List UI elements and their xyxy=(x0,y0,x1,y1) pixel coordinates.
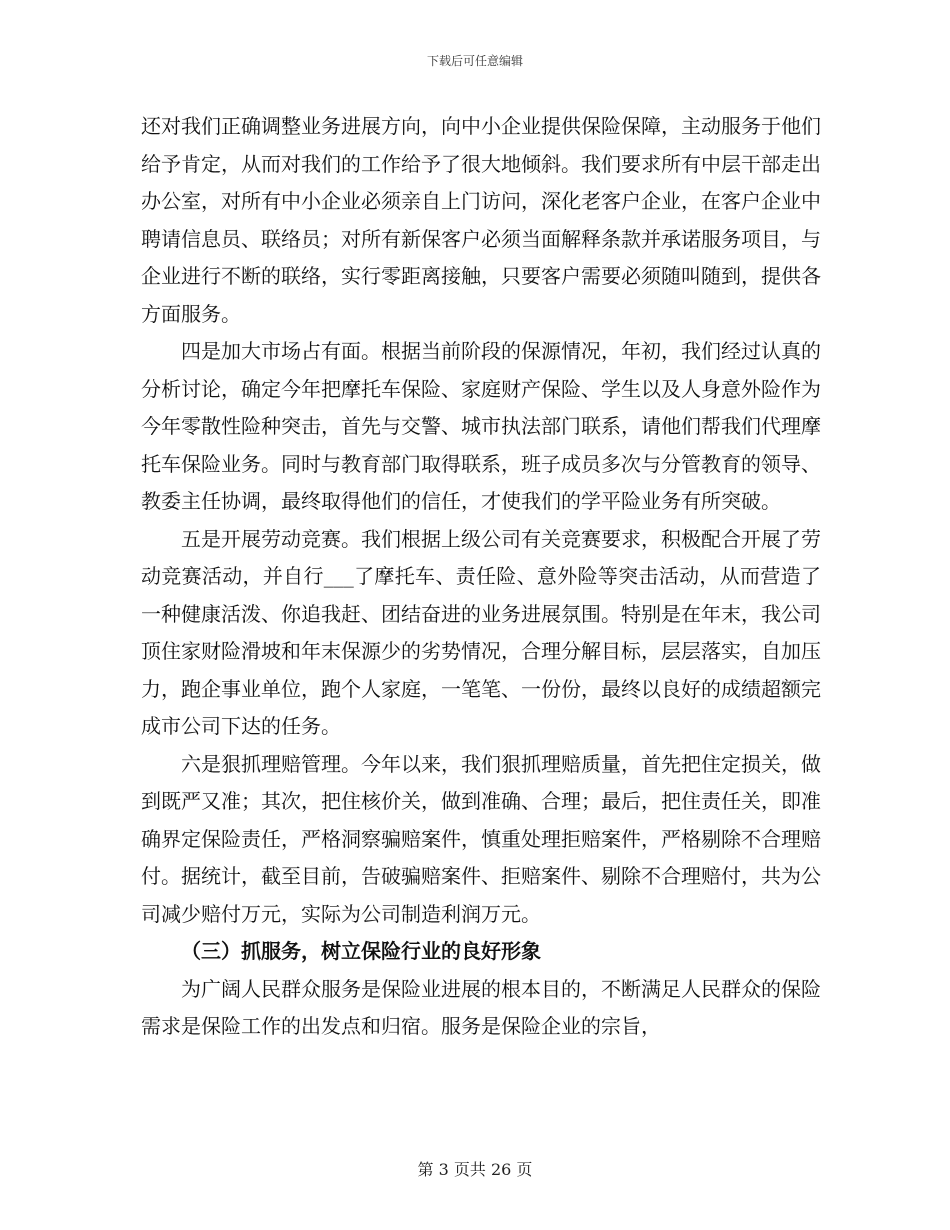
document-body xyxy=(141,108,821,1046)
page-header: 下载后可任意编辑 xyxy=(426,54,523,68)
paragraph-service: 为广阔人民群众服务是保险业进展的根本目的，不断满足人民群众的保险需求是保险工作的出发点和归宿。服务是保险企业的宗旨， xyxy=(141,976,821,1038)
section-heading: （三）抓服务，树立保险行业的良好形象 xyxy=(181,939,541,963)
paragraph-claims-management: 六是狠抓理赔管理。今年以来，我们狠抓理赔质量，首先把住定损关，做到既严又准；其次，把住核价关，做到准确、合理；最后，把住责任关，即准确界定保险责任，严格洞察骗赔案件，慎重处理拒赔案件，严格剔除不合理赔付。据统计，截至目前，告破骗赔案件、拒赔案件、剔除不合理赔付，共为公司减少赔付万元，实际为公司制造利润万元。 xyxy=(141,751,821,926)
paragraph-continuation: 还对我们正确调整业务进展方向，向中小企业提供保险保障，主动服务于他们给予肯定，从而对我们的工作给予了很大地倾斜。我们要求所有中层干部走出办公室，对所有中小企业必须亲自上门访问，深化老客户企业，在客户企业中聘请信息员、联络员；对所有新保客户必须当面解释条款并承诺服务项目，与企业进行不断的联络，实行零距离接触，只要客户需要必须随叫随到，提供各方面服务。 xyxy=(141,114,821,326)
page-number-footer: 第 3 页共 26 页 xyxy=(417,1160,533,1179)
paragraph-market-share: 四是加大市场占有面。根据当前阶段的保源情况，年初，我们经过认真的分析讨论，确定今年把摩托车保险、家庭财产保险、学生以及人身意外险作为今年零散性险种突击，首先与交警、城市执法部门联系，请他们帮我们代理摩托车保险业务。同时与教育部门取得联系，班子成员多次与分管教育的领导、教委主任协调，最终取得他们的信任，才使我们的学平险业务有所突破。 xyxy=(141,339,821,513)
paragraph-labor-competition: 五是开展劳动竞赛。我们根据上级公司有关竞赛要求，积极配合开展了劳动竞赛活动，并自行___了摩托车、责任险、意外险等突击活动，从而营造了一种健康活泼、你追我赶、团结奋进的业务进展氛围。特别是在年末，我公司顶住家财险滑坡和年末保源少的劣势情况，合理分解目标，层层落实，自加压力，跑企事业单位，跑个人家庭，一笔笔、一份份，最终以良好的成绩超额完成市公司下达的任务。 xyxy=(141,526,821,738)
